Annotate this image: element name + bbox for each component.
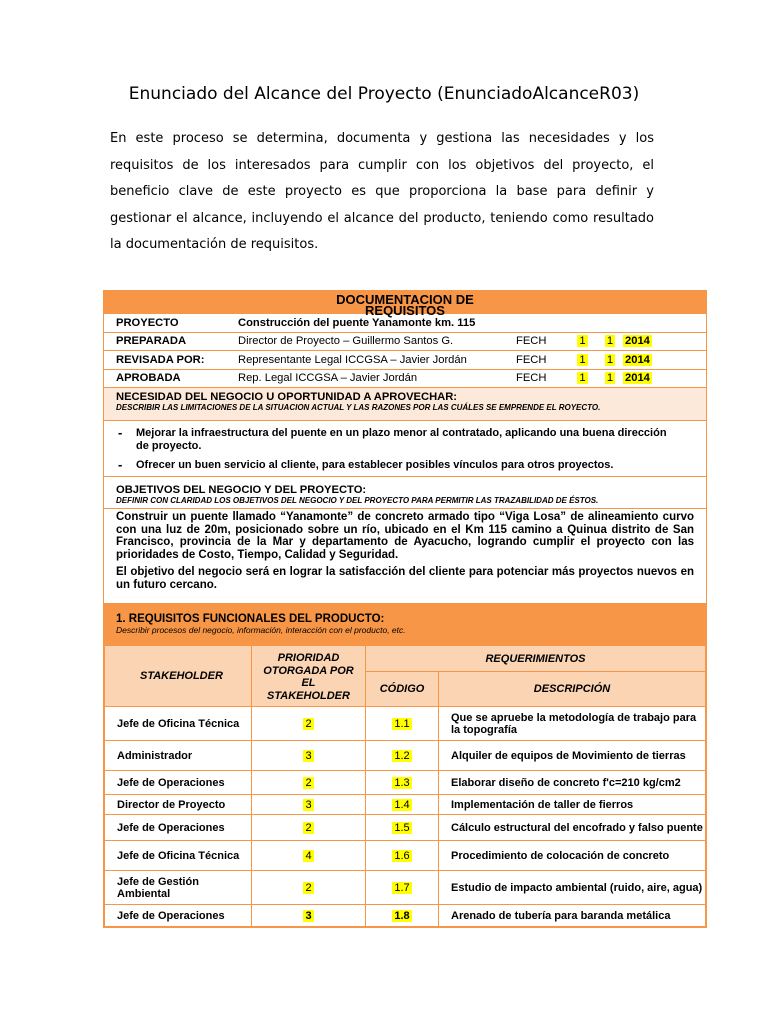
description-cell: Arenado de tubería para baranda metálica	[439, 905, 706, 927]
date-label: FECH	[516, 372, 547, 385]
priority-cell: 4	[305, 849, 312, 862]
info-value: Construcción del puente Yanamonte km. 115	[238, 316, 476, 329]
list-item	[104, 459, 706, 472]
info-row-prepared	[104, 333, 706, 352]
info-row-approved	[104, 370, 706, 389]
intro-paragraph: En este proceso se determina, documenta y gestiona las necesidades y los requisitos de los interesados para cumplir con los objetivos del proyecto, el beneficio clave de este proyecto es que proporciona la base para definir y gestionar el alcance, incluyendo el alcance del producto, teniendo como resultado la documentación de requisitos.	[110, 131, 654, 253]
bullet-mark: -	[118, 425, 123, 440]
requirements-table	[104, 645, 706, 927]
info-value: Representante Legal ICCGSA – Javier Jordán	[238, 353, 467, 366]
table-row	[105, 815, 706, 841]
priority-cell: 3	[305, 909, 312, 922]
description-cell: Procedimiento de colocación de concreto	[439, 841, 706, 871]
requirements-title: 1. REQUISITOS FUNCIONALES DEL PRODUCTO:	[116, 613, 385, 625]
priority-cell: 3	[305, 798, 312, 811]
col-code: CÓDIGO	[366, 672, 439, 707]
code-cell: 1.5	[394, 821, 410, 834]
info-label: REVISADA POR:	[116, 353, 205, 366]
date-day: 1	[579, 353, 586, 366]
objectives-subtitle: DEFINIR CON CLARIDAD LOS OBJETIVOS DEL NEGOCIO Y DEL PROYECTO PARA PERMITIR LAS TRAZABILIDAD DE ÉSTOS.	[116, 496, 599, 505]
col-stakeholder: STAKEHOLDER	[105, 646, 252, 707]
code-cell: 1.3	[394, 776, 410, 789]
col-description: DESCRIPCIÓN	[439, 672, 706, 707]
priority-cell: 2	[305, 717, 312, 730]
date-day: 1	[579, 335, 586, 348]
document-header	[104, 291, 706, 318]
date-label: FECH	[516, 335, 547, 348]
description-cell: Que se apruebe la metodología de trabajo para la topografía	[439, 707, 706, 741]
date-month: 1	[606, 353, 614, 366]
info-label: APROBADA	[116, 372, 181, 385]
description-cell: Cálculo estructural del encofrado y falso puente	[439, 815, 706, 841]
stakeholder-cell: Jefe de Oficina Técnica	[105, 841, 252, 871]
bullet-text: Ofrecer un buen servicio al cliente, para establecer posibles vínculos para otros proyectos.	[136, 459, 614, 471]
need-bullets	[104, 421, 706, 477]
priority-cell: 2	[305, 776, 312, 789]
objectives-body	[104, 509, 706, 603]
document-title: Enunciado del Alcance del Proyecto (EnunciadoAlcanceR03)	[128, 84, 640, 104]
need-title: NECESIDAD DEL NEGOCIO U OPORTUNIDAD A APROVECHAR:	[116, 391, 458, 403]
objectives-paragraph-2: El objetivo del negocio será en lograr la satisfacción del cliente para potenciar más proyectos nuevos en un futuro cercano.	[116, 566, 694, 591]
need-section-header	[104, 388, 706, 421]
table-row	[105, 905, 706, 927]
info-value: Director de Proyecto – Guillermo Santos G.	[238, 335, 454, 348]
description-cell: Alquiler de equipos de Movimiento de tierras	[439, 741, 706, 771]
table-row	[105, 795, 706, 815]
table-row	[105, 707, 706, 741]
objectives-paragraph-1: Construir un puente llamado “Yanamonte” de concreto armado tipo “Viga Losa” de alineamiento curvo con una luz de 20m, posicionado sobre un río, ubicado en el Km 115 camino a Quinua distrito de San Francisco, provincia de la Mar y departamento de Ayacucho, logrando cumplir el proyecto con las prioridades de Costo, Tiempo, Calidad y Seguridad.	[116, 511, 694, 561]
date-year: 2014	[625, 335, 650, 348]
objectives-section-header	[104, 477, 706, 509]
bullet-text: Mejorar la infraestructura del puente en un plazo menor al contratado, aplicando una buena dirección de proyecto.	[136, 427, 667, 452]
col-requirements: REQUERIMIENTOS	[366, 646, 706, 672]
code-cell: 1.2	[394, 749, 410, 762]
stakeholder-cell: Jefe de Operaciones	[105, 815, 252, 841]
priority-cell: 2	[305, 821, 312, 834]
stakeholder-cell: Director de Proyecto	[105, 795, 252, 815]
stakeholder-cell: Jefe de Operaciones	[105, 905, 252, 927]
requirements-section-header	[104, 603, 706, 645]
objectives-title: OBJETIVOS DEL NEGOCIO Y DEL PROYECTO:	[116, 484, 367, 496]
requirements-document	[103, 290, 707, 928]
code-cell: 1.8	[394, 909, 410, 922]
date-label: FECH	[516, 353, 547, 366]
stakeholder-cell: Jefe de Oficina Técnica	[105, 707, 252, 741]
date-month: 1	[606, 335, 614, 348]
date-year: 2014	[625, 372, 650, 385]
date-month: 1	[606, 372, 614, 385]
code-cell: 1.6	[394, 849, 410, 862]
code-cell: 1.7	[394, 881, 410, 894]
need-subtitle: DESCRIBIR LAS LIMITACIONES DE LA SITUACION ACTUAL Y LAS RAZONES POR LAS CUÁLES SE EMPRENDE EL ROYECTO.	[116, 403, 601, 412]
bullet-mark: -	[118, 457, 123, 472]
date-day: 1	[579, 372, 586, 385]
header-line-1: DOCUMENTACION DE	[336, 292, 474, 307]
col-priority: PRIORIDAD OTORGADA POR EL STAKEHOLDER	[252, 646, 366, 707]
table-row	[105, 771, 706, 795]
stakeholder-cell: Jefe de Gestión Ambiental	[105, 871, 252, 905]
code-cell: 1.1	[394, 717, 410, 730]
date-year: 2014	[625, 353, 650, 366]
priority-cell: 3	[305, 749, 312, 762]
requirements-subtitle: Describir procesos del negocio, información, interacción con el producto, etc.	[116, 625, 406, 635]
code-cell: 1.4	[394, 798, 410, 811]
header-line-2: REQUISITOS	[365, 303, 445, 318]
stakeholder-cell: Jefe de Operaciones	[105, 771, 252, 795]
info-row-reviewed	[104, 351, 706, 370]
stakeholder-cell: Administrador	[105, 741, 252, 771]
table-row	[105, 871, 706, 905]
info-value: Rep. Legal ICCGSA – Javier Jordán	[238, 372, 418, 385]
info-label: PROYECTO	[116, 316, 179, 329]
description-cell: Implementación de taller de fierros	[439, 795, 706, 815]
info-label: PREPARADA	[116, 335, 187, 348]
priority-cell: 2	[305, 881, 312, 894]
description-cell: Estudio de impacto ambiental (ruido, aire, agua)	[439, 871, 706, 905]
table-row	[105, 841, 706, 871]
table-row	[105, 741, 706, 771]
description-cell: Elaborar diseño de concreto f'c=210 kg/cm2	[439, 771, 706, 795]
info-row-project	[104, 314, 706, 333]
list-item	[104, 427, 706, 452]
